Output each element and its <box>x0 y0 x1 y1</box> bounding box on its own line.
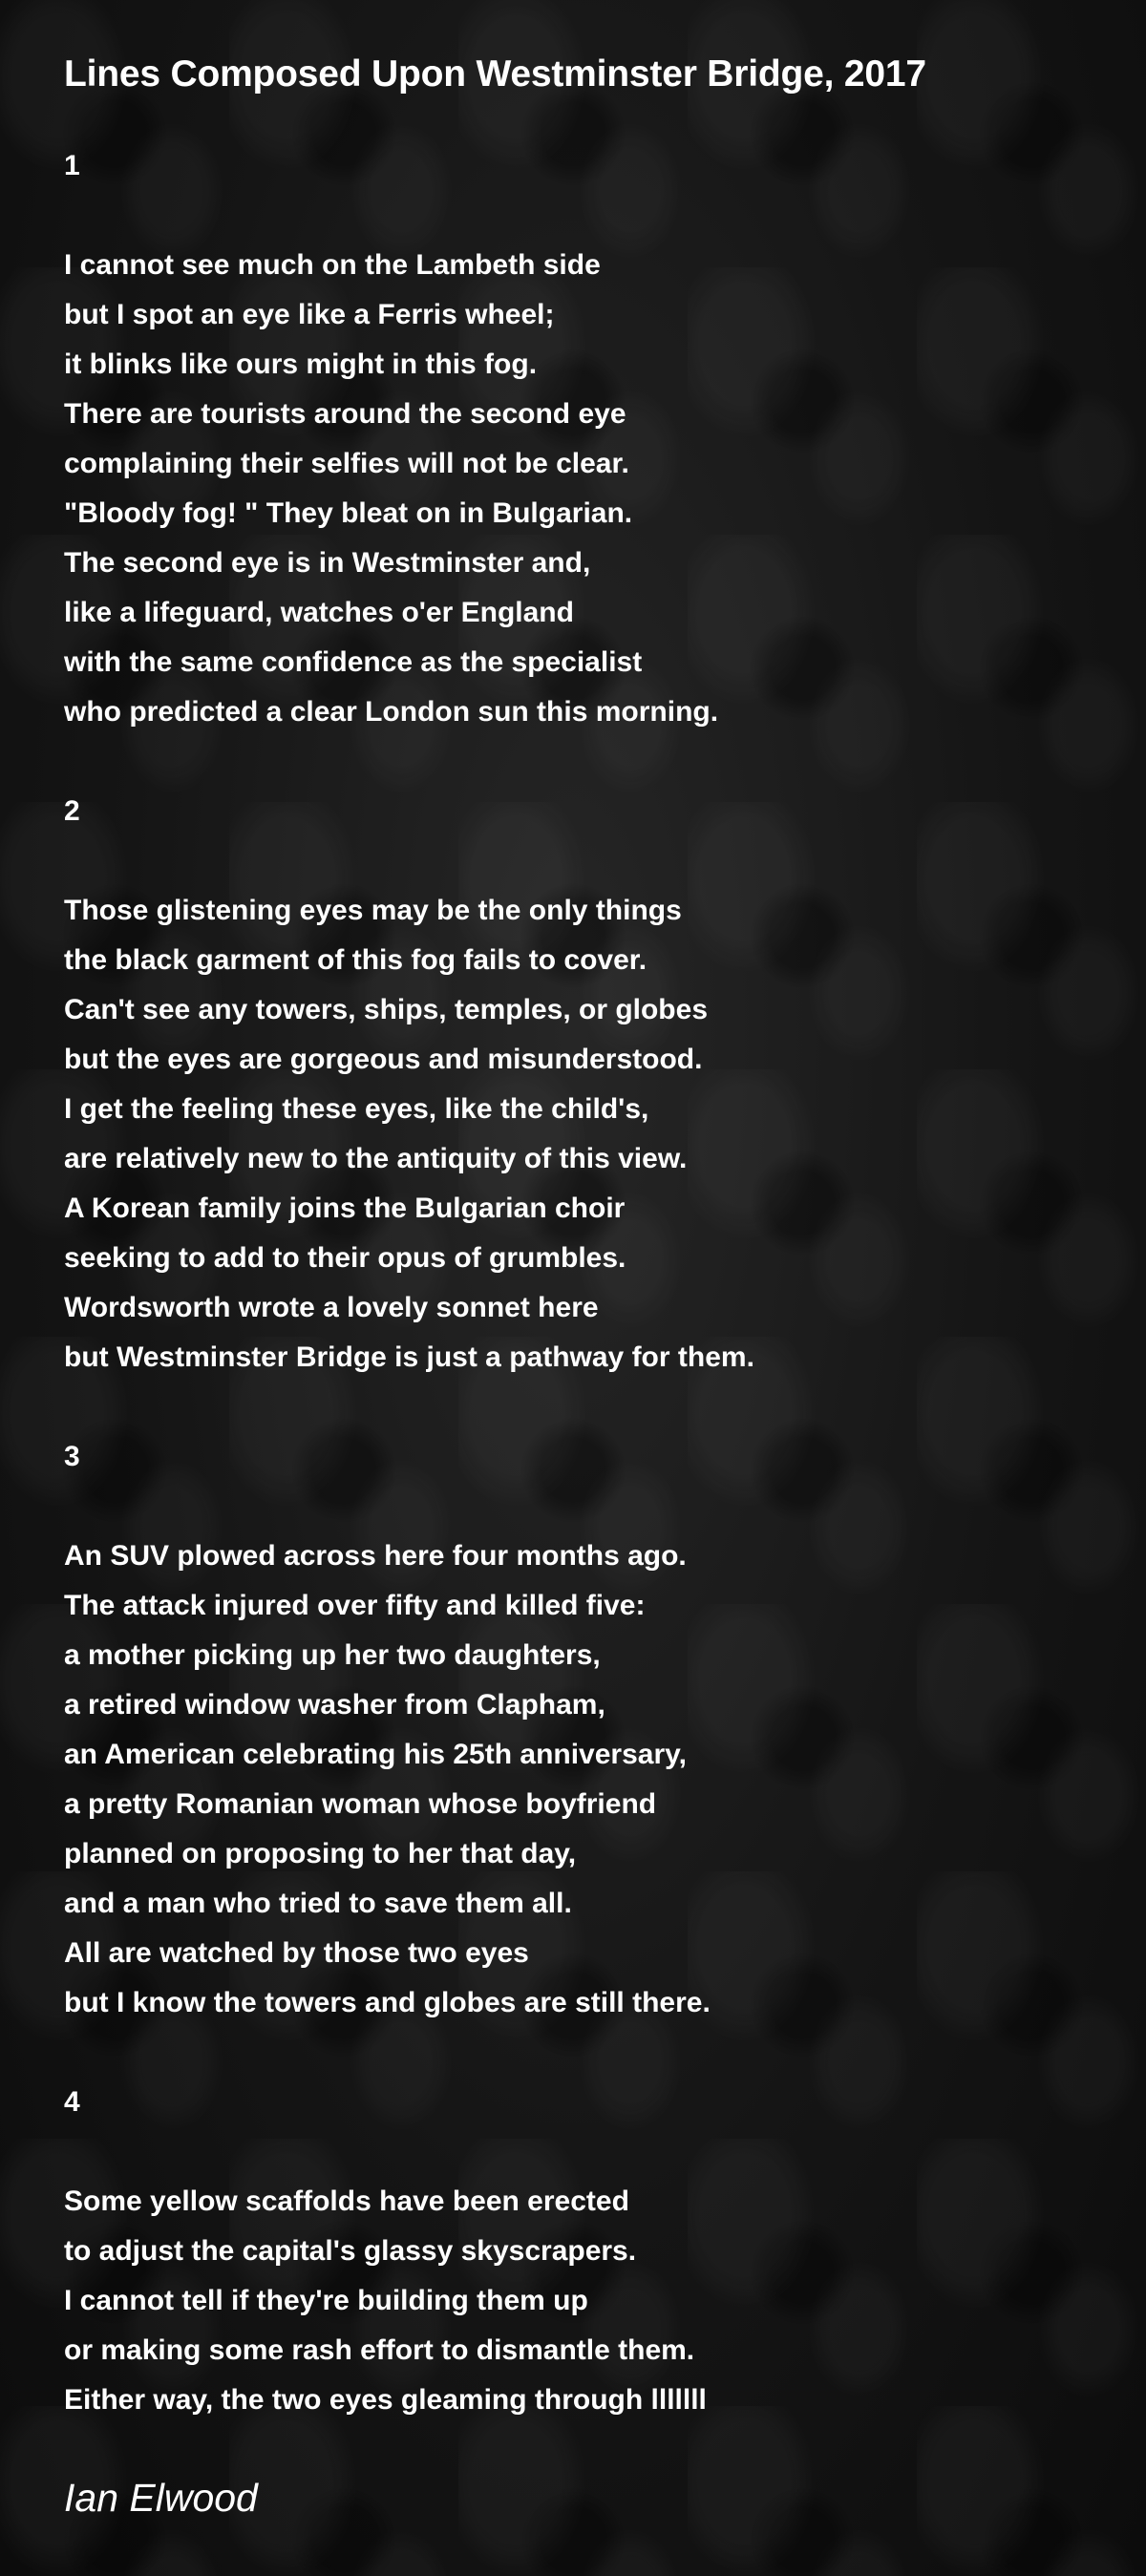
poem-line: an American celebrating his 25th anniversary, <box>64 1739 687 1770</box>
stanza-lines <box>64 886 1095 1383</box>
poem-title: Lines Composed Upon Westminster Bridge, 2017 <box>64 53 926 95</box>
stanza <box>64 2078 1095 2425</box>
stanza-number: 1 <box>64 150 80 181</box>
poem-line: Wordsworth wrote a lovely sonnet here <box>64 1292 599 1323</box>
poem-line: the black garment of this fog fails to cover. <box>64 944 647 976</box>
stanza <box>64 787 1095 1383</box>
poem-line: but I spot an eye like a Ferris wheel; <box>64 299 555 330</box>
poem-line: Some yellow scaffolds have been erected <box>64 2185 629 2217</box>
stanza-lines <box>64 2177 1095 2425</box>
poem-line: The second eye is in Westminster and, <box>64 547 591 579</box>
poem-line: who predicted a clear London sun this morning. <box>64 696 719 728</box>
poem-line: to adjust the capital's glassy skyscrapers. <box>64 2235 637 2267</box>
author-name: Ian Elwood <box>64 2476 258 2520</box>
stanza-number: 4 <box>64 2086 80 2118</box>
poem-line: like a lifeguard, watches o'er England <box>64 597 574 628</box>
poem-line: a mother picking up her two daughters, <box>64 1639 601 1671</box>
poem-line: I get the feeling these eyes, like the child's, <box>64 1093 649 1125</box>
poem-line: Either way, the two eyes gleaming through lllllll <box>64 2384 707 2416</box>
poem-line: it blinks like ours might in this fog. <box>64 348 538 380</box>
poem-line: but the eyes are gorgeous and misunderstood. <box>64 1044 703 1075</box>
poem-line: A Korean family joins the Bulgarian choir <box>64 1193 626 1224</box>
poem-line: All are watched by those two eyes <box>64 1937 529 1969</box>
poem-line: with the same confidence as the specialist <box>64 646 643 678</box>
poem-line: are relatively new to the antiquity of this view. <box>64 1143 688 1174</box>
poem-line: I cannot see much on the Lambeth side <box>64 249 601 281</box>
stanza <box>64 141 1095 737</box>
stanza-lines <box>64 241 1095 737</box>
poem-line: a retired window washer from Clapham, <box>64 1689 605 1721</box>
poem-line: and a man who tried to save them all. <box>64 1888 572 1919</box>
poem-line: planned on proposing to her that day, <box>64 1838 577 1869</box>
poem-line: but I know the towers and globes are still there. <box>64 1987 711 2018</box>
poem-line: a pretty Romanian woman whose boyfriend <box>64 1788 657 1820</box>
poem-line: "Bloody fog! " They bleat on in Bulgarian. <box>64 497 633 529</box>
poem-line: but Westminster Bridge is just a pathway for them. <box>64 1341 754 1373</box>
poem-line: There are tourists around the second eye <box>64 398 626 430</box>
stanza-lines <box>64 1531 1095 2028</box>
poem-line: Can't see any towers, ships, temples, or globes <box>64 994 709 1025</box>
poem-line: or making some rash effort to dismantle them. <box>64 2334 695 2366</box>
stanza-number: 3 <box>64 1441 80 1472</box>
poem-line: complaining their selfies will not be clear. <box>64 448 629 479</box>
stanza <box>64 1432 1095 2028</box>
poem-line: I cannot tell if they're building them up <box>64 2285 588 2316</box>
poem-line: seeking to add to their opus of grumbles. <box>64 1242 626 1274</box>
poem-line: An SUV plowed across here four months ago. <box>64 1540 687 1572</box>
poem-line: The attack injured over fifty and killed five: <box>64 1590 646 1621</box>
stanza-number: 2 <box>64 795 80 827</box>
poem-line: Those glistening eyes may be the only things <box>64 895 682 926</box>
